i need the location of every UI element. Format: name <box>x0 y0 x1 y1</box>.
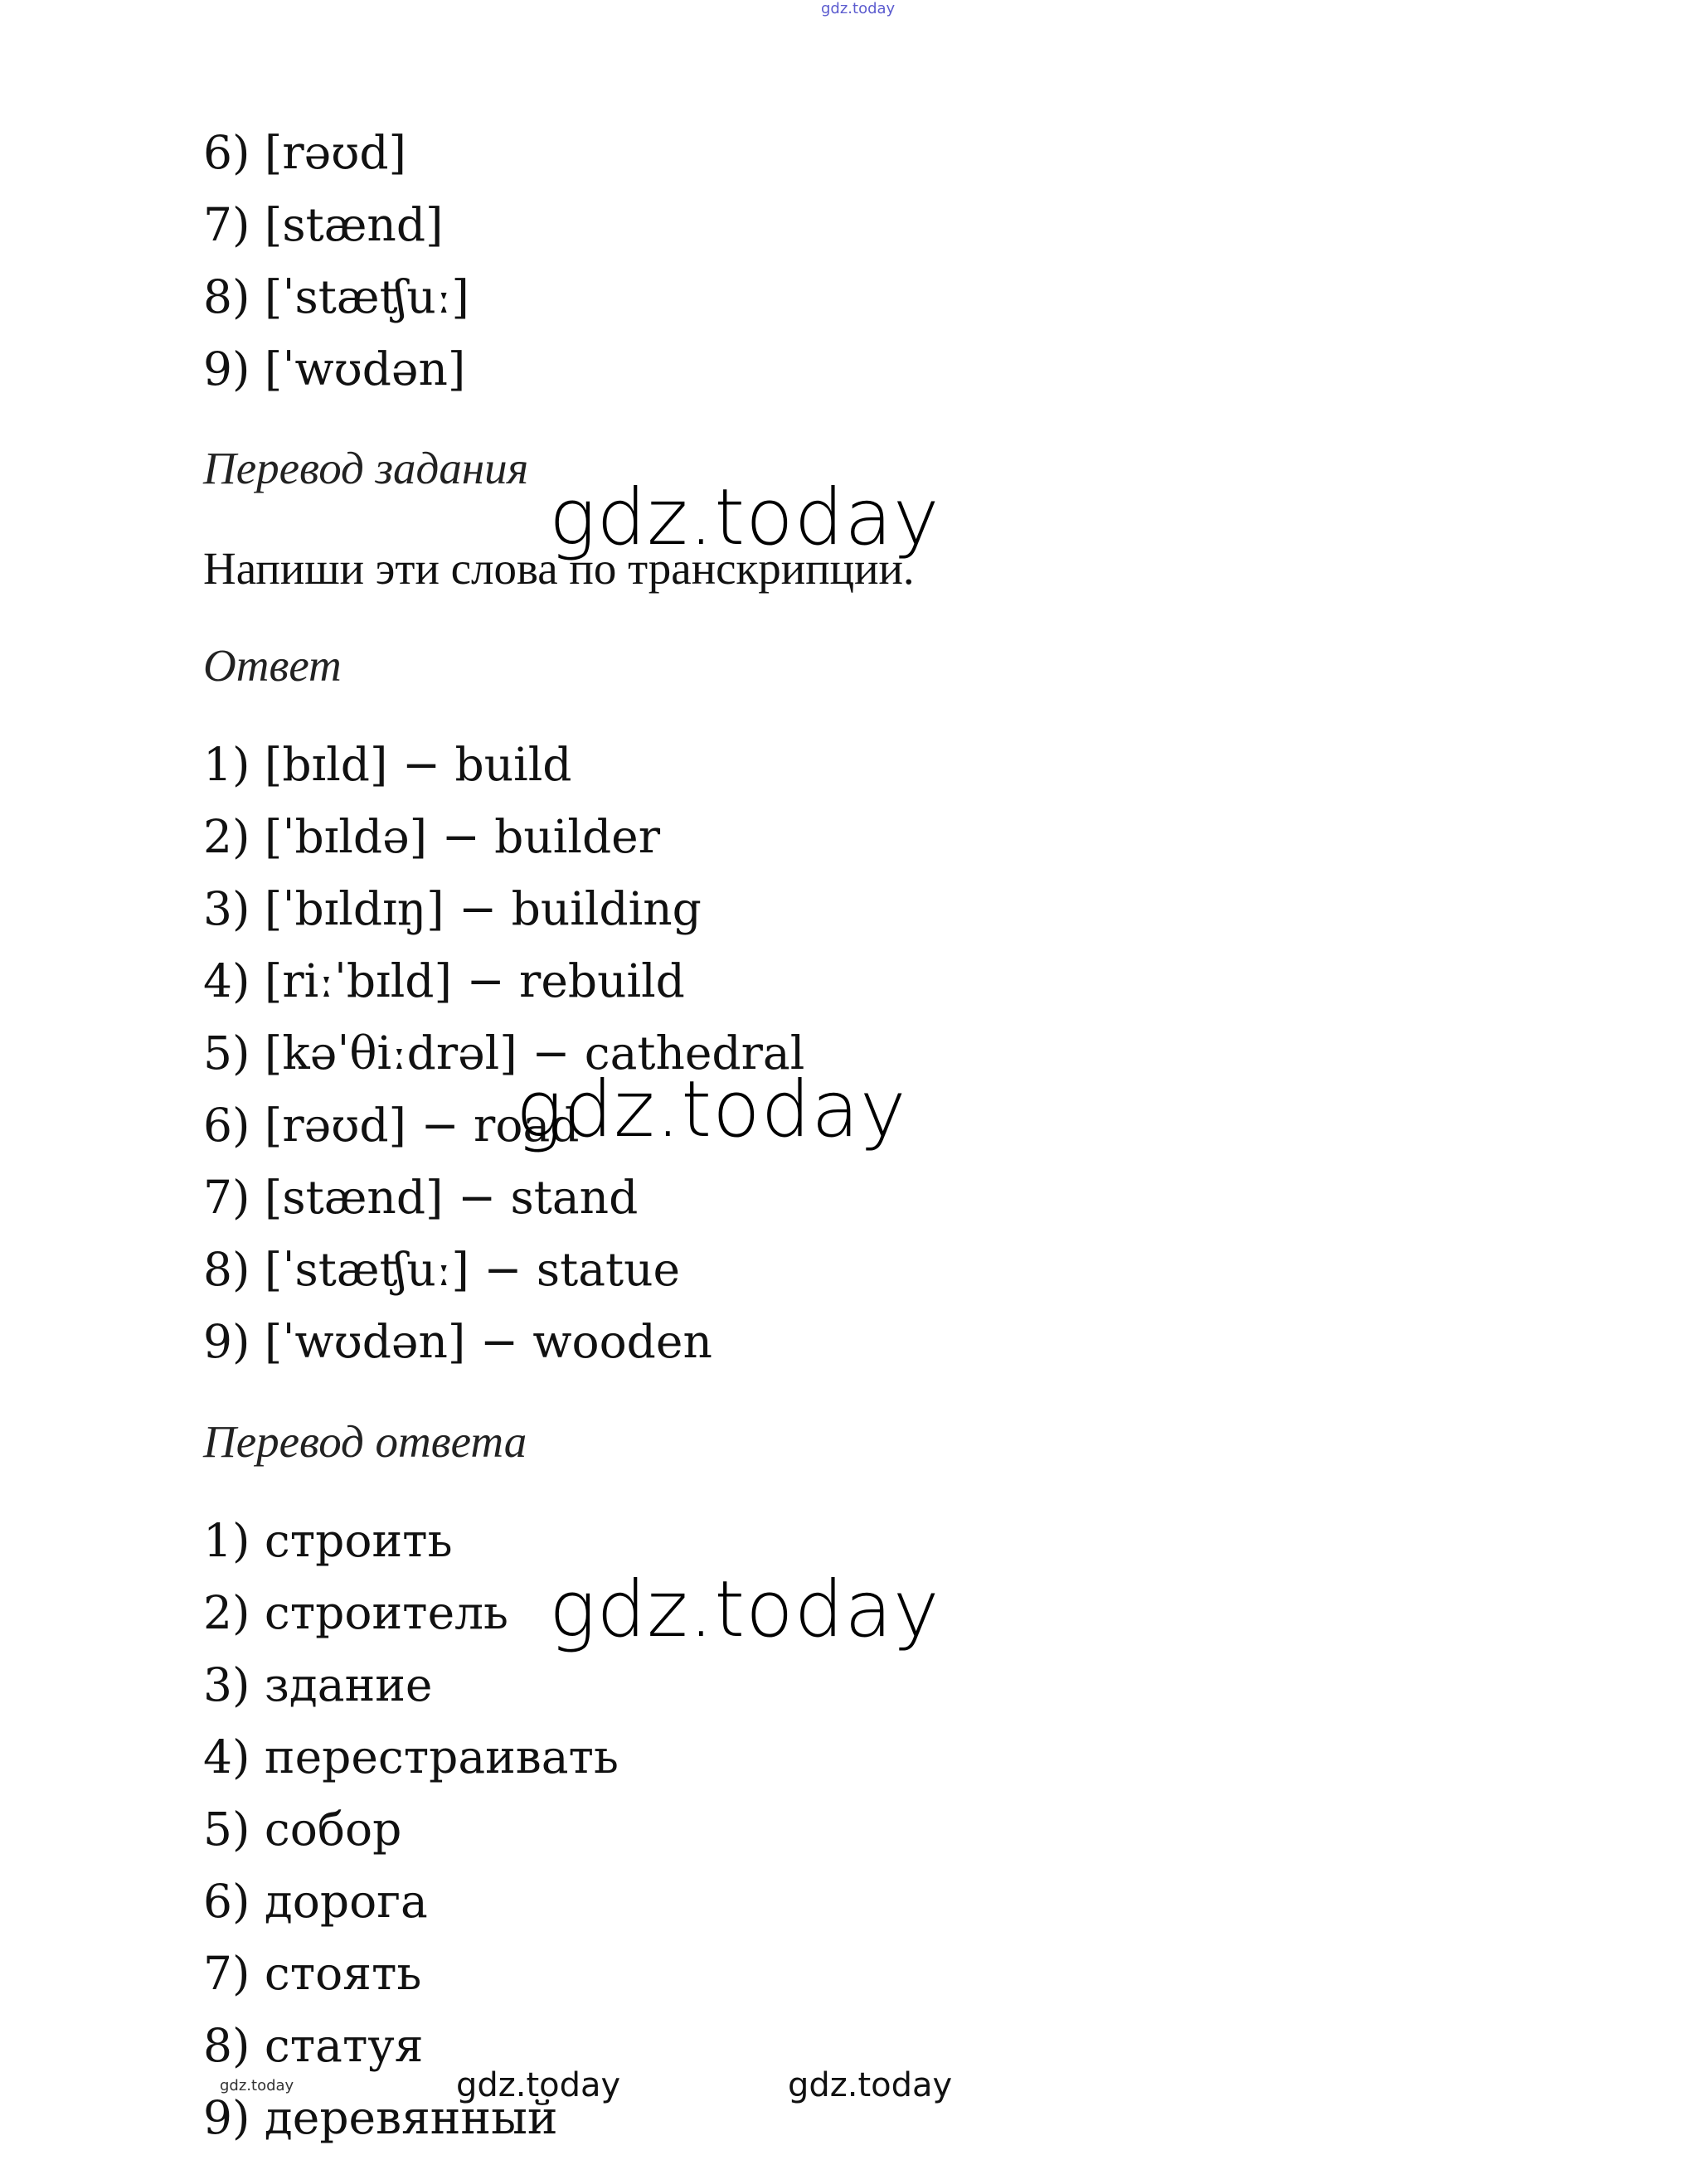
answer-item-6: 6) [rəʊd] − road <box>203 1099 580 1152</box>
task-translation-heading: Перевод задания <box>203 443 529 493</box>
answer-translation-item-3: 3) здание <box>203 1658 433 1711</box>
answer-translation-item-8: 8) статуя <box>203 2019 424 2072</box>
answer-heading: Ответ <box>203 640 342 691</box>
task-line-7: 7) [stænd] <box>203 198 444 251</box>
watermark-footer-small: gdz.today <box>220 2077 294 2094</box>
answer-item-3: 3) [ˈbɪldɪŋ] − building <box>203 882 702 935</box>
watermark-large-3: gdz.today <box>549 1565 940 1655</box>
task-line-9: 9) [ˈwʊdən] <box>203 342 466 396</box>
answer-item-8: 8) [ˈstæʧuː] − statue <box>203 1243 681 1296</box>
answer-translation-item-4: 4) перестраивать <box>203 1730 619 1784</box>
answer-translation-item-5: 5) собор <box>203 1803 402 1856</box>
answer-translation-heading: Перевод ответа <box>203 1416 527 1467</box>
task-translation-text: Напиши эти слова по транскрипции. <box>203 543 915 594</box>
task-line-6: 6) [rəʊd] <box>203 126 407 179</box>
watermark-footer-2: gdz.today <box>788 2066 953 2104</box>
task-line-8: 8) [ˈstæʧuː] <box>203 270 469 323</box>
watermark-footer-1: gdz.today <box>456 2066 621 2104</box>
answer-translation-item-9: 9) деревянный <box>203 2091 558 2144</box>
watermark-large-2: gdz.today <box>516 1065 907 1155</box>
answer-item-7: 7) [stænd] − stand <box>203 1171 639 1224</box>
answer-item-4: 4) [riːˈbɪld] − rebuild <box>203 954 685 1007</box>
answer-translation-item-2: 2) строитель <box>203 1586 509 1639</box>
answer-item-5: 5) [kəˈθiːdrəl] − cathedral <box>203 1026 805 1080</box>
answer-item-9: 9) [ˈwʊdən] − wooden <box>203 1315 712 1368</box>
answer-translation-item-6: 6) дорога <box>203 1875 428 1928</box>
answer-translation-item-1: 1) строить <box>203 1514 453 1567</box>
answer-item-1: 1) [bɪld] − build <box>203 738 572 791</box>
answer-translation-item-7: 7) стоять <box>203 1947 422 2000</box>
answer-item-2: 2) [ˈbɪldə] − builder <box>203 810 661 863</box>
watermark-top: gdz.today <box>821 0 896 17</box>
watermark-large-1: gdz.today <box>549 473 940 563</box>
